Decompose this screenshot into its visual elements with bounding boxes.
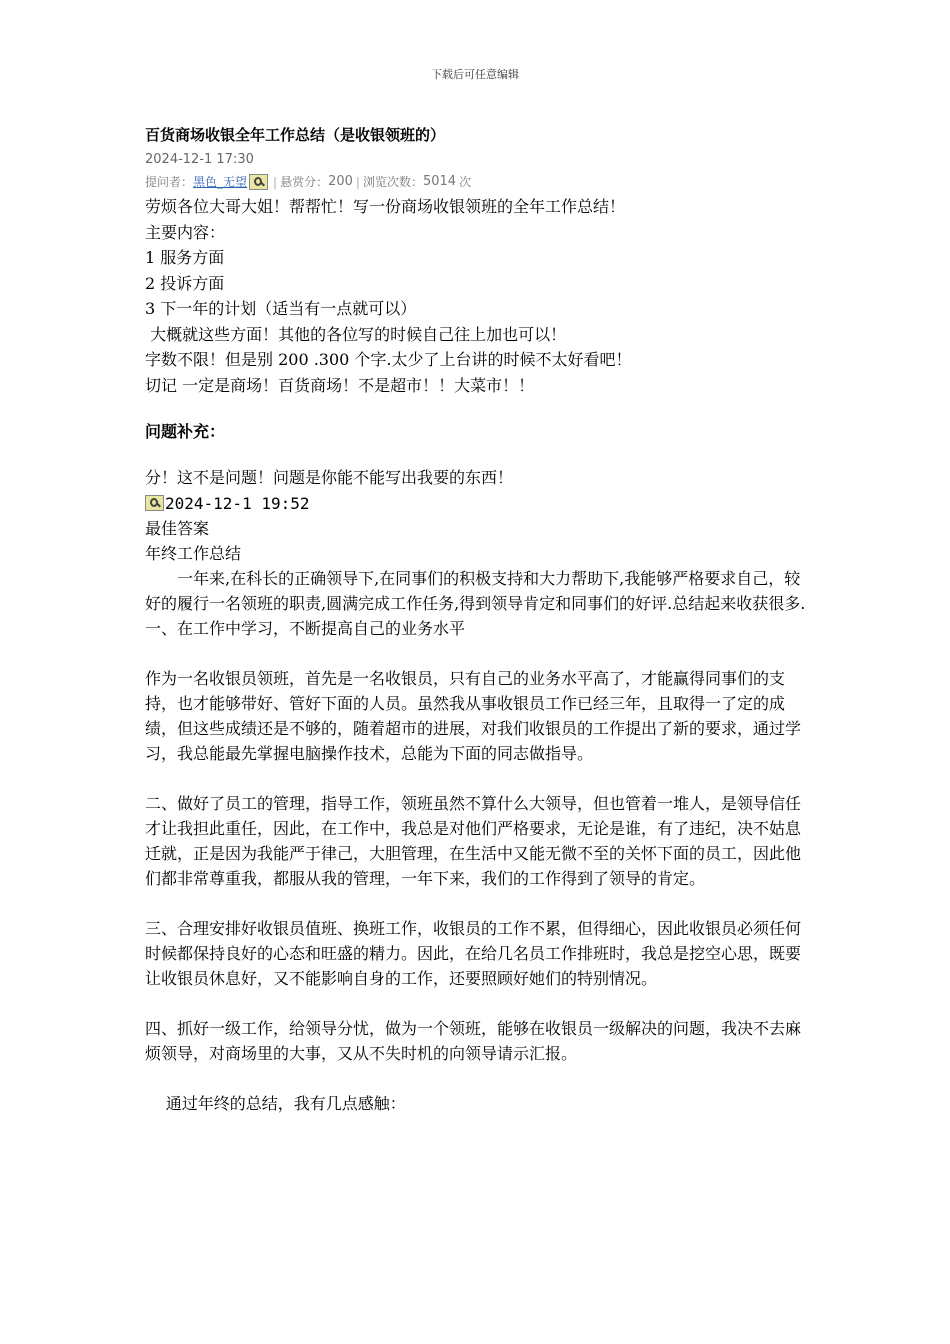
answer-heading: 年终工作总结 <box>145 543 242 563</box>
asker-name-link[interactable]: 黑色_无望 <box>193 175 248 189</box>
views-unit: 次 <box>459 175 472 189</box>
question-date: 2024-12-1 17:30 <box>145 152 254 167</box>
section3-text: 三、合理安排好收银员值班、换班工作，收银员的工作不累，但得细心，因此收银员必须任何时候都保持良好的心态和旺盛的精力。因此，在给几名员工作排班时，我总是挖空心思，既要让收银员休息好，又不能影响自身的工作，还要照顾好她们的特别情况。 <box>145 918 802 988</box>
question-meta <box>145 172 810 192</box>
supplement-time-row <box>145 491 810 516</box>
divider: | <box>355 175 360 189</box>
answer-intro: 一年来,在科长的正确领导下,在同事们的积极支持和大力帮助下,我能够严格要求自己，较好的履行一名领班的职责,圆满完成工作任务,得到领导肯定和同事们的好评.总结起来收获很多. <box>145 568 806 613</box>
question-line: 大概就这些方面！其他的各位写的时候自己往上加也可以！ <box>145 324 567 344</box>
spacer <box>145 891 810 916</box>
closing-text: 通过年终的总结，我有几点感触： <box>165 1093 406 1113</box>
user-level-icon <box>145 495 164 511</box>
reward-value: 200 <box>328 174 353 189</box>
supplement-time: 2024-12-1 19:52 <box>165 493 310 513</box>
question-line: 字数不限！但是别 200 .300 个字.太少了上台讲的时候不太好看吧！ <box>145 350 632 369</box>
user-level-icon <box>249 174 268 190</box>
supplement-text: 分！这不是问题！问题是你能不能写出我要的东西！ <box>145 468 514 487</box>
question-line: 3 下一年的计划（适当有一点就可以） <box>145 299 417 318</box>
section1-text: 作为一名收银员领班，首先是一名收银员，只有自己的业务水平高了，才能赢得同事们的支持，也才能够带好、管好下面的人员。虽然我从事收银员工作已经三年，且取得一了定的成绩，但这些成绩还是不够的，随着超市的进展，对我们收银员的工作提出了新的要求，通过学习，我总能最先掌握电脑操作技术，总能为下面的同志做指导。 <box>145 668 802 763</box>
question-line: 主要内容： <box>145 222 226 242</box>
section4-text: 四、抓好一级工作，给领导分忧，做为一个领班，能够在收银员一级解决的问题，我决不去麻烦领导，对商场里的大事，又从不失时机的向领导请示汇报。 <box>145 1018 802 1063</box>
document-body <box>145 124 810 1116</box>
best-answer <box>145 516 810 1116</box>
views-label: 浏览次数： <box>362 175 423 189</box>
header-note: 下载后可任意编辑 <box>431 68 519 81</box>
question-line: 2 投诉方面 <box>145 273 225 293</box>
supplement-title: 问题补充： <box>145 422 226 441</box>
spacer <box>145 641 810 666</box>
spacer <box>145 1066 810 1091</box>
best-answer-label: 最佳答案 <box>145 518 210 538</box>
section2-text: 二、做好了员工的管理，指导工作，领班虽然不算什么大领导，但也管着一堆人，是领导信任才让我担此重任，因此，在工作中，我总是对他们严格要求，无论是谁，有了违纪，决不姑息迁就，正是因为我能严于律己，大胆管理，在生活中又能无微不至的关怀下面的员工，因此他们都非常尊重我，都服从我的管理，一年下来，我们的工作得到了领导的肯定。 <box>145 793 802 888</box>
question-line: 劳烦各位大哥大姐！帮帮忙！写一份商场收银领班的全年工作总结！ <box>145 197 626 216</box>
question-title: 百货商场收银全年工作总结（是收银领班的） <box>145 126 446 144</box>
spacer <box>145 991 810 1016</box>
asker-label: 提问者： <box>145 175 194 189</box>
views-value: 5014 <box>422 174 457 189</box>
question-line: 1 服务方面 <box>145 248 225 267</box>
question-body <box>145 194 810 398</box>
spacer <box>145 766 810 791</box>
question-line: 切记 一定是商场！百货商场！不是超市！！大菜市！！ <box>145 375 535 395</box>
reward-label: 悬赏分： <box>280 175 329 189</box>
divider: | <box>273 175 278 189</box>
section1-title: 一、在工作中学习，不断提高自己的业务水平 <box>145 618 466 638</box>
